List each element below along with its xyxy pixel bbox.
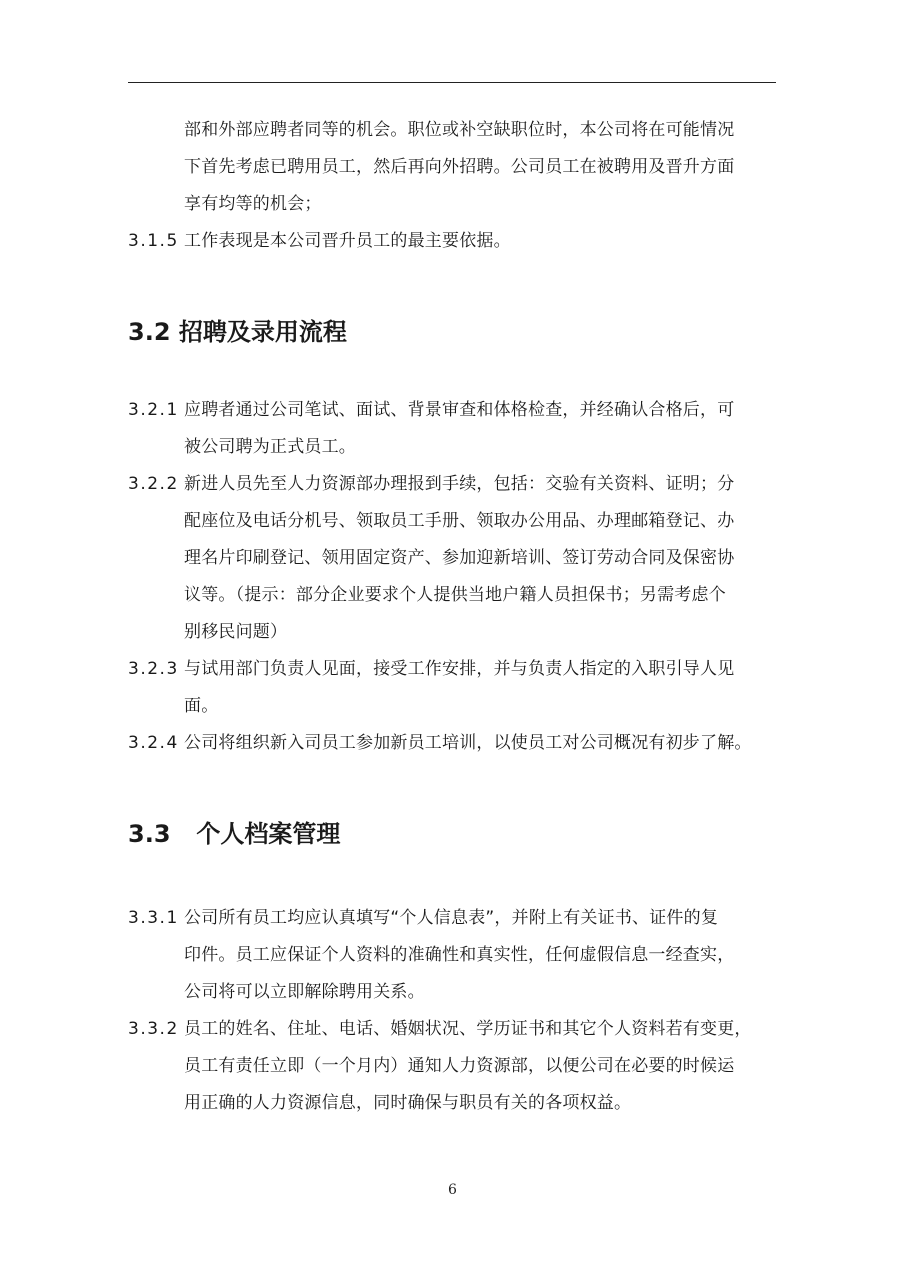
clause-number: 3.2.2 [128, 474, 179, 494]
clause-line: 配座位及电话分机号、领取员工手册、领取办公用品、办理邮箱登记、办 [184, 511, 735, 531]
section-heading-3-3 [128, 814, 788, 854]
intro-paragraph [128, 112, 788, 223]
clause-number: 3.2.4 [128, 733, 179, 753]
section-heading-3-2 [128, 312, 788, 352]
clause-3-3-2 [128, 1011, 788, 1122]
clause-line: 用正确的人力资源信息，同时确保与职员有关的各项权益。 [184, 1093, 632, 1113]
clause-line: 公司所有员工均应认真填写“个人信息表”，并附上有关证书、证件的复 [184, 908, 719, 928]
clause-3-3-1 [128, 900, 788, 1011]
clause-3-2-4 [128, 725, 788, 762]
clause-line: 与试用部门负责人见面，接受工作安排，并与负责人指定的入职引导人见 [184, 659, 735, 679]
clause-line: 员工有责任立即（一个月内）通知人力资源部，以便公司在必要的时候运 [184, 1056, 735, 1076]
clause-number: 3.2.1 [128, 400, 179, 420]
clause-text: 工作表现是本公司晋升员工的最主要依据。 [184, 231, 511, 251]
intro-line: 部和外部应聘者同等的机会。职位或补空缺职位时，本公司将在可能情况 [184, 120, 735, 140]
clause-line: 议等。（提示：部分企业要求个人提供当地户籍人员担保书；另需考虑个 [184, 585, 726, 605]
clause-line: 面。 [184, 696, 219, 716]
header-rule [128, 82, 776, 83]
section-number: 3.2 [128, 318, 171, 346]
clause-3-2-1 [128, 392, 788, 466]
clause-3-2-3 [128, 651, 788, 725]
clause-3-1-5 [128, 223, 788, 260]
clause-line: 理名片印刷登记、领用固定资产、参加迎新培训、签订劳动合同及保密协 [184, 548, 735, 568]
page-number: 6 [448, 1182, 457, 1198]
clause-line: 公司将可以立即解除聘用关系。 [184, 982, 425, 1002]
clause-number: 3.3.1 [128, 908, 179, 928]
clause-line: 别移民问题） [184, 622, 288, 642]
clause-line: 被公司聘为正式员工。 [184, 437, 356, 457]
clause-3-2-2 [128, 466, 788, 651]
intro-line: 下首先考虑已聘用员工，然后再向外招聘。公司员工在被聘用及晋升方面 [184, 157, 735, 177]
clause-line: 应聘者通过公司笔试、面试、背景审查和体格检查，并经确认合格后，可 [184, 400, 735, 420]
clause-number: 3.3.2 [128, 1019, 179, 1039]
section-number: 3.3 [128, 820, 171, 848]
clause-number: 3.2.3 [128, 659, 179, 679]
clause-line: 公司将组织新入司员工参加新员工培训，以使员工对公司概况有初步了解。 [184, 733, 752, 753]
page-content [128, 112, 788, 1122]
section-title: 招聘及录用流程 [178, 318, 347, 346]
clause-line: 印件。员工应保证个人资料的准确性和真实性，任何虚假信息一经查实， [184, 945, 735, 965]
clause-number: 3.1.5 [128, 231, 179, 251]
clause-line: 新进人员先至人力资源部办理报到手续，包括：交验有关资料、证明；分 [184, 474, 735, 494]
section-title: 个人档案管理 [196, 820, 341, 848]
clause-line: 员工的姓名、住址、电话、婚姻状况、学历证书和其它个人资料若有变更， [184, 1019, 752, 1039]
intro-line: 享有均等的机会； [184, 194, 322, 214]
